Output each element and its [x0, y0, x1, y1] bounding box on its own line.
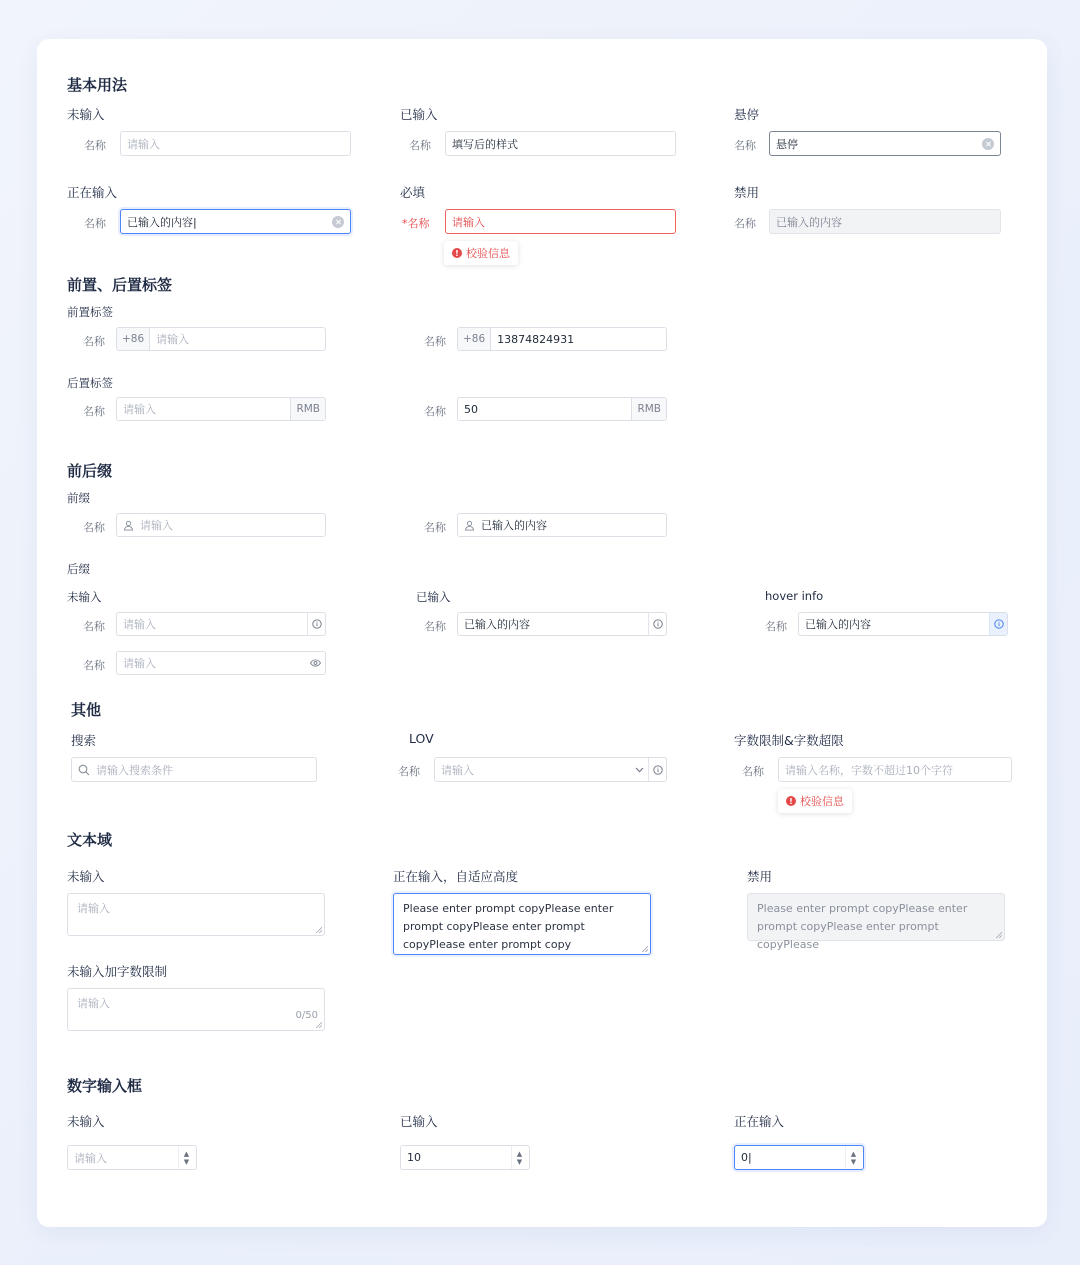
input-value: 悬停: [776, 137, 798, 151]
number-input-unfilled[interactable]: [67, 1145, 197, 1170]
heading-number-filled: 已输入: [400, 1114, 438, 1129]
heading-suffix-unfilled: 未输入: [67, 590, 102, 604]
stepper-icon[interactable]: [845, 1146, 861, 1169]
placeholder-text: 请输入: [156, 333, 190, 346]
input-value: 已输入的内容: [481, 519, 547, 532]
phone-input-empty[interactable]: [116, 327, 326, 351]
showcase-card: [37, 39, 1047, 1227]
section-title-number: 数字输入框: [67, 1077, 143, 1095]
stepper-icon[interactable]: [511, 1146, 527, 1169]
phone-input-filled[interactable]: [457, 327, 667, 351]
field-label: 名称: [424, 405, 446, 418]
heading-prefix-addon: 前置标签: [67, 305, 113, 319]
section-title-affix: 前后缀: [67, 462, 113, 480]
placeholder-text: 请输入名称，字数不超过10个字符: [785, 763, 953, 777]
suffix-addon: RMB: [290, 398, 325, 420]
info-icon[interactable]: [307, 613, 325, 635]
placeholder-text: 请输入搜索条件: [96, 763, 173, 777]
heading-suffix-addon: 后置标签: [67, 376, 113, 390]
info-icon[interactable]: [648, 758, 666, 781]
number-input-filled[interactable]: [400, 1145, 530, 1170]
error-icon: !: [452, 248, 462, 258]
step-up-icon[interactable]: ▲: [850, 1149, 857, 1158]
placeholder-text: 请输入: [123, 403, 156, 416]
heading-filled: 已输入: [400, 107, 438, 122]
field-label: 名称: [83, 405, 105, 418]
placeholder-text: 请输入: [127, 137, 160, 151]
textarea-value: Please enter prompt copyPlease enter prompt copyPlease enter prompt copyPlease enter prompt copy: [403, 902, 614, 951]
info-icon[interactable]: [989, 613, 1007, 635]
step-down-icon[interactable]: ▼: [183, 1157, 190, 1166]
heading-textarea-typing: 正在输入，自适应高度: [393, 869, 519, 884]
name-input-unfilled[interactable]: [120, 131, 351, 156]
placeholder-text: 请输入: [140, 519, 173, 532]
heading-prefix: 前缀: [67, 491, 90, 505]
section-title-basic: 基本用法: [67, 76, 128, 94]
heading-hover: 悬停: [734, 107, 760, 122]
field-label: 名称: [407, 217, 430, 230]
input-value: 已输入的内容: [776, 215, 842, 229]
name-input-filled[interactable]: [445, 131, 676, 156]
prefix-icon-input-empty[interactable]: [116, 513, 326, 537]
lov-select[interactable]: [434, 757, 667, 782]
name-input-required[interactable]: [445, 209, 676, 234]
char-limit-input[interactable]: [778, 757, 1012, 782]
heading-number-typing: 正在输入: [734, 1114, 785, 1129]
suffix-icon-input-hover[interactable]: [798, 612, 1008, 636]
input-value: 已输入的内容: [464, 618, 530, 631]
resize-handle[interactable]: [641, 945, 648, 952]
placeholder-text: 请输入: [123, 618, 156, 631]
placeholder-text: 请输入: [441, 763, 474, 777]
input-value: 0|: [741, 1151, 752, 1164]
name-input-typing[interactable]: [120, 209, 351, 234]
section-title-addons: 前置、后置标签: [67, 276, 173, 294]
field-label: 名称: [83, 521, 105, 534]
placeholder-text: 请输入: [77, 902, 110, 915]
heading-lov: LOV: [409, 731, 434, 746]
field-label: 名称: [734, 217, 756, 230]
step-down-icon[interactable]: ▼: [516, 1157, 523, 1166]
prefix-addon: +86: [458, 328, 491, 350]
eye-icon[interactable]: [305, 659, 325, 667]
textarea-typing[interactable]: [393, 893, 651, 955]
password-input[interactable]: [116, 651, 326, 675]
chevron-down-icon[interactable]: [630, 767, 648, 773]
heading-typing: 正在输入: [67, 185, 118, 200]
heading-textarea-unfilled: 未输入: [67, 869, 105, 884]
field-label: 名称: [83, 620, 105, 633]
field-label: 名称: [83, 335, 105, 348]
heading-textarea-disabled: 禁用: [747, 869, 773, 884]
resize-handle[interactable]: [315, 926, 322, 933]
clear-icon[interactable]: [332, 216, 344, 228]
input-value: 10: [407, 1151, 421, 1164]
heading-required: 必填: [400, 185, 426, 200]
number-input-typing[interactable]: [734, 1145, 864, 1170]
field-label: 名称: [83, 659, 105, 672]
step-down-icon[interactable]: ▼: [850, 1157, 857, 1166]
field-label: 名称: [424, 620, 446, 633]
placeholder-text: 请输入: [74, 1151, 107, 1165]
field-label: 名称: [765, 620, 787, 633]
field-label: 名称: [734, 139, 756, 152]
field-label: 名称: [84, 139, 106, 152]
field-label: 名称: [424, 521, 446, 534]
textarea-unfilled[interactable]: [67, 893, 325, 936]
field-label: 名称: [409, 139, 431, 152]
error-icon: !: [786, 796, 796, 806]
heading-textarea-limited: 未输入加字数限制: [67, 964, 168, 979]
heading-search: 搜索: [71, 733, 97, 748]
user-icon: [458, 520, 475, 531]
validation-text: 校验信息: [466, 247, 510, 260]
prefix-icon-input-filled[interactable]: [457, 513, 667, 537]
textarea-value: Please enter prompt copyPlease enter prompt copyPlease enter prompt copyPlease: [757, 902, 968, 951]
section-title-other: 其他: [71, 701, 102, 719]
heading-number-unfilled: 未输入: [67, 1114, 105, 1129]
info-icon[interactable]: [648, 613, 666, 635]
input-value: 50: [464, 402, 478, 416]
name-input-disabled: [769, 209, 1001, 234]
prefix-addon: +86: [117, 328, 150, 350]
input-value: 13874824931: [497, 332, 575, 346]
heading-char-limit: 字数限制&字数超限: [734, 733, 844, 748]
field-label: 名称: [742, 765, 764, 778]
input-value: 已输入的内容|: [127, 215, 197, 229]
resize-handle[interactable]: [315, 1021, 322, 1028]
suffix-icon-input-filled[interactable]: [457, 612, 667, 636]
field-label-required: [402, 215, 430, 231]
name-input-hover[interactable]: [769, 131, 1001, 156]
placeholder-text: 请输入: [123, 657, 156, 670]
suffix-icon-input-empty[interactable]: [116, 612, 326, 636]
placeholder-text: 请输入: [452, 215, 485, 229]
heading-disabled: 禁用: [734, 185, 760, 200]
input-value: 已输入的内容: [805, 618, 871, 631]
field-label: 名称: [398, 765, 420, 778]
placeholder-text: 请输入: [77, 997, 110, 1010]
char-counter: 0/50: [295, 1010, 318, 1021]
stepper-icon[interactable]: [178, 1146, 194, 1169]
field-label: 名称: [424, 335, 446, 348]
step-up-icon[interactable]: ▲: [516, 1149, 523, 1158]
validation-tooltip: [778, 789, 852, 813]
validation-text: 校验信息: [800, 795, 844, 808]
suffix-addon: RMB: [631, 398, 666, 420]
step-up-icon[interactable]: ▲: [183, 1149, 190, 1158]
clear-icon[interactable]: [982, 138, 994, 150]
user-icon: [117, 520, 134, 531]
heading-suffix-filled: 已输入: [416, 590, 451, 604]
required-star: *: [402, 217, 408, 230]
resize-handle: [995, 931, 1002, 938]
input-value: 填写后的样式: [452, 137, 518, 151]
section-title-textarea: 文本域: [67, 831, 113, 849]
heading-unfilled: 未输入: [67, 107, 105, 122]
textarea-disabled: [747, 893, 1005, 951]
field-label: 名称: [84, 217, 106, 230]
amount-input-filled[interactable]: [457, 397, 667, 421]
validation-tooltip: [444, 241, 518, 265]
heading-suffix: 后缀: [67, 562, 90, 576]
amount-input-empty[interactable]: [116, 397, 326, 421]
heading-suffix-hover: hover info: [765, 589, 824, 603]
search-icon: [72, 764, 90, 776]
search-input[interactable]: [71, 757, 317, 782]
textarea-limited[interactable]: [67, 988, 325, 1031]
